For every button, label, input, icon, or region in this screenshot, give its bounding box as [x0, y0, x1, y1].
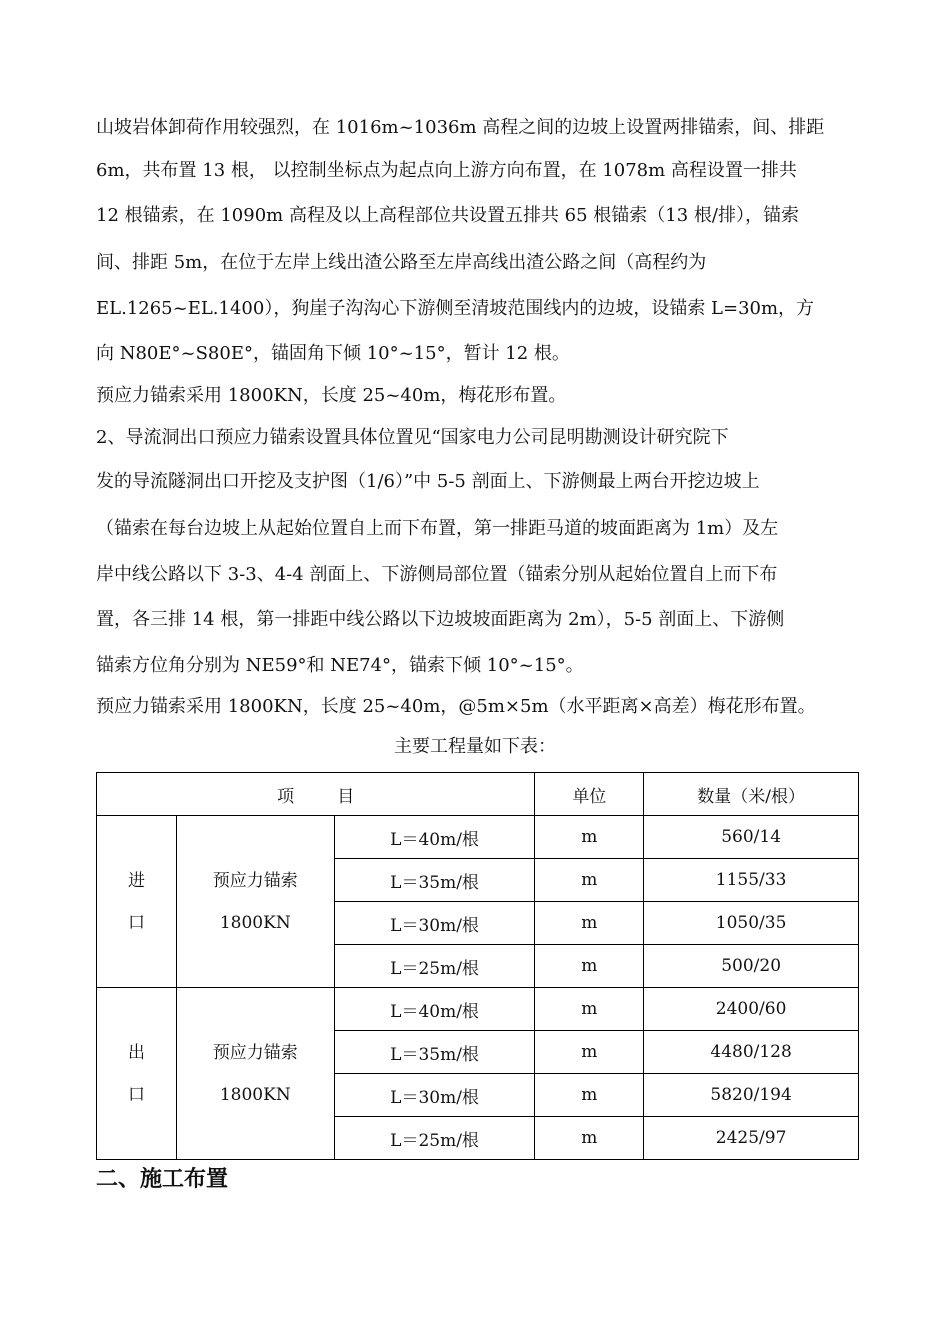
paragraph-line: 置，各三排 14 根，第一排距中线公路以下边坡坡面距离为 2m），5-5 剖面上、下游侧 [96, 609, 785, 630]
type-cell [176, 988, 334, 1160]
location-cell [97, 816, 177, 988]
location-char: 出 [127, 1042, 145, 1063]
unit-cell: m [535, 988, 644, 1031]
unit-cell: m [535, 1117, 644, 1160]
unit-cell: m [535, 816, 644, 859]
type-name: 预应力锚索 [212, 1042, 298, 1063]
spec-cell: L＝40m/根 [334, 816, 535, 859]
qty-cell: 1155/33 [644, 859, 859, 902]
spec-cell: L＝25m/根 [334, 945, 535, 988]
spec-cell: L＝40m/根 [334, 988, 535, 1031]
spec-cell: L＝25m/根 [334, 1117, 535, 1160]
paragraph-line: 岸中线公路以下 3-3、4-4 剖面上、下游侧局部位置（锚索分别从起始位置自上而下布 [96, 564, 778, 585]
unit-cell: m [535, 902, 644, 945]
unit-cell: m [535, 945, 644, 988]
qty-cell: 4480/128 [644, 1031, 859, 1074]
paragraph-line: 锚索方位角分别为 NE59°和 NE74°，锚索下倾 10°~15°。 [96, 655, 584, 676]
paragraph-line: EL.1265~EL.1400），狗崖子沟沟心下游侧至清坡范围线内的边坡，设锚索 L=30m，方 [96, 298, 815, 319]
location-char: 口 [127, 912, 145, 933]
qty-cell: 5820/194 [644, 1074, 859, 1117]
quantity-table [96, 772, 859, 1160]
paragraph-line: 间、排距 5m，在位于左岸上线出渣公路至左岸高线出渣公路之间（高程约为 [96, 252, 707, 273]
qty-cell: 1050/35 [644, 902, 859, 945]
header-quantity: 数量（米/根） [644, 773, 859, 816]
unit-cell: m [535, 859, 644, 902]
type-capacity: 1800KN [219, 1084, 291, 1105]
paragraph-line: 6m，共布置 13 根， 以控制坐标点为起点向上游方向布置，在 1078m 高程设置一排共 [96, 160, 797, 181]
paragraph-line: 向 N80E°~S80E°，锚固角下倾 10°~15°，暂计 12 根。 [96, 343, 570, 364]
spec-cell: L＝30m/根 [334, 1074, 535, 1117]
spec-cell: L＝35m/根 [334, 859, 535, 902]
paragraph-line: （锚索在每台边坡上从起始位置自上而下布置，第一排距马道的坡面距离为 1m）及左 [96, 518, 779, 539]
location-cell [97, 988, 177, 1160]
type-capacity: 1800KN [219, 912, 291, 933]
table-row [97, 988, 859, 1031]
qty-cell: 500/20 [644, 945, 859, 988]
header-item: 项 目 [97, 773, 535, 816]
paragraph-line: 山坡岩体卸荷作用较强烈，在 1016m~1036m 高程之间的边坡上设置两排锚索，间、排距 [96, 117, 825, 138]
location-char: 口 [127, 1084, 145, 1105]
spec-cell: L＝30m/根 [334, 902, 535, 945]
type-cell [176, 816, 334, 988]
paragraph-line: 2、导流洞出口预应力锚索设置具体位置见“国家电力公司昆明勘测设计研究院下 [96, 427, 729, 448]
unit-cell: m [535, 1074, 644, 1117]
paragraph-line: 发的导流隧洞出口开挖及支护图（1/6）”中 5-5 剖面上、下游侧最上两台开挖边坡上 [96, 471, 760, 492]
location-char: 进 [127, 870, 145, 891]
type-name: 预应力锚索 [212, 870, 298, 891]
header-unit: 单位 [535, 773, 644, 816]
table-header-row [97, 773, 859, 816]
paragraph-line: 预应力锚索采用 1800KN，长度 25~40m，@5m×5m（水平距离×高差）梅花形布置。 [96, 696, 816, 717]
section-heading: 二、施工布置 [96, 1167, 229, 1192]
qty-cell: 2400/60 [644, 988, 859, 1031]
qty-cell: 2425/97 [644, 1117, 859, 1160]
spec-cell: L＝35m/根 [334, 1031, 535, 1074]
paragraph-line: 12 根锚索，在 1090m 高程及以上高程部位共设置五排共 65 根锚索（13 根/排），锚索 [96, 205, 799, 226]
table-caption: 主要工程量如下表： [394, 736, 556, 757]
table-row [97, 816, 859, 859]
paragraph-line: 预应力锚索采用 1800KN，长度 25~40m，梅花形布置。 [96, 385, 567, 406]
qty-cell: 560/14 [644, 816, 859, 859]
unit-cell: m [535, 1031, 644, 1074]
